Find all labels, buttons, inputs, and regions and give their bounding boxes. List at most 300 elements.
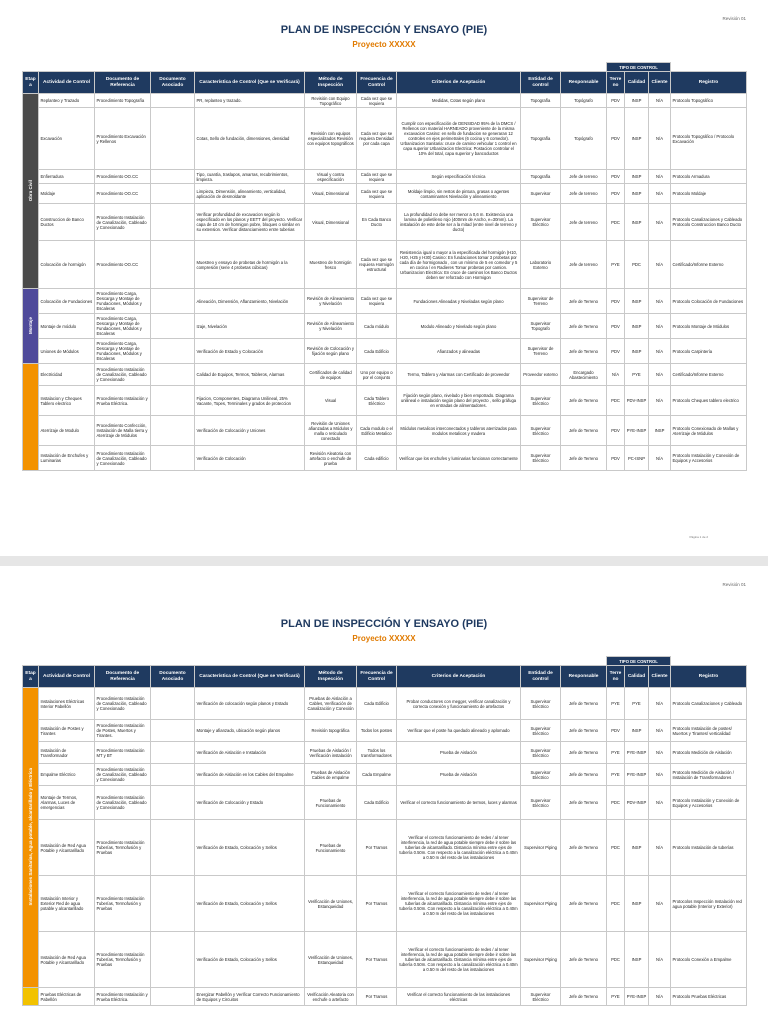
cell-documento-referencia: Procedimiento Carga, Descarga y Montaje de Fundaciones, Módulos y Escaleras — [95, 314, 151, 339]
cell-actividad: Excavación — [39, 108, 95, 170]
cell-calidad: INSP — [625, 876, 649, 932]
cell-documento-asociado — [151, 742, 195, 764]
header-spacer — [195, 63, 305, 72]
cell-cliente: N/A — [649, 289, 671, 314]
cell-caracteristica: Verificación de Colocación y Uniones — [195, 416, 305, 446]
cell-calidad: INSP — [625, 108, 649, 170]
cell-frecuencia: Cada módulo — [357, 314, 397, 339]
cell-documento-referencia: Procedimiento Carga, Descarga y Montaje de Fundaciones, Módulos y Escaleras — [95, 339, 151, 364]
cell-criterios: Verificar el correcto funcionamiento de redes / al tener interferencia, la red de agua potable siempre debe ir sobre las tuberías de alcantarillado. Distancia mínima entre ejes de tubería 0.50m. Con respecto a la canalización eléctrica a 0.40m a 0.50 m del resto de las instalaciones — [397, 932, 521, 988]
cell-frecuencia: Todos los transformadores — [357, 742, 397, 764]
cell-calidad: INSP — [625, 720, 649, 742]
cell-metodo: Pruebas de Funcionamiento — [305, 820, 357, 876]
cell-terreno: PDV — [607, 314, 625, 339]
cell-cliente: N/A — [649, 241, 671, 289]
cell-actividad: Montaje de módulo — [39, 314, 95, 339]
cell-frecuencia: Por Tramos — [357, 988, 397, 1006]
cell-actividad: Pruebas Eléctricas de Pabellón — [39, 988, 95, 1006]
col-header-criterios: Criterios de Aceptación — [397, 666, 521, 688]
cell-responsable: Topógrafo — [561, 94, 607, 108]
cell-metodo: Verificación Aleatoria con enchufe o artefacto — [305, 988, 357, 1006]
cell-documento-referencia: Procedimiento Instalación de Postes, Muertos y Tirantes. — [95, 720, 151, 742]
cell-documento-referencia: Procedimiento Instalación Tuberías, Termofusión y Pruebas — [95, 932, 151, 988]
cell-registro: Protocolo Pruebas Eléctricas — [671, 988, 747, 1006]
cell-metodo: Muestreo de hormigón fresco — [305, 241, 357, 289]
cell-responsable: Jefe de Terreno — [561, 764, 607, 786]
cell-calidad: PDV-INSP — [625, 386, 649, 416]
cell-caracteristica: PR, replanteo y trazado. — [195, 94, 305, 108]
cell-responsable: Jefe de Terreno — [561, 988, 607, 1006]
cell-documento-referencia: Procedimiento Instalación de Canalización, Cableado y Conexionado — [95, 364, 151, 386]
column-header-row — [23, 666, 747, 688]
col-header-documento-asociado: Documento Asociado — [151, 666, 195, 688]
stage-label: Montaje — [28, 316, 33, 334]
cell-actividad: Colocación de hormigón — [39, 241, 95, 289]
cell-actividad: Instalación de Red Agua Potable y Alcantarillado — [39, 932, 95, 988]
col-header-registro: Registro — [671, 72, 747, 94]
cell-metodo: Revisión de Alineamiento y Nivelación — [305, 289, 357, 314]
col-header-metodo: Método de Inspección — [305, 666, 357, 688]
stage-cell — [23, 364, 39, 471]
cell-entidad: Supervisor de Terreno — [521, 339, 561, 364]
table-row — [23, 742, 747, 764]
cell-terreno: PDC — [607, 932, 625, 988]
cell-calidad: INSP — [625, 932, 649, 988]
cell-cliente: N/A — [649, 94, 671, 108]
header-spacer — [521, 63, 561, 72]
cell-responsable: Jefe de Terreno — [561, 386, 607, 416]
cell-responsable: Jefe de Terreno — [561, 314, 607, 339]
cell-documento-asociado — [151, 364, 195, 386]
cell-responsable: Jefe de terreno — [561, 170, 607, 184]
cell-entidad: Supervisor Eléctrico — [521, 988, 561, 1006]
cell-calidad: PDC — [625, 241, 649, 289]
col-header-caracteristica: Característica de Control (Que se Verificará) — [195, 666, 305, 688]
cell-terreno: PDC — [607, 786, 625, 820]
cell-frecuencia: Cada Edificio — [357, 339, 397, 364]
cell-frecuencia: Todos los postes — [357, 720, 397, 742]
cell-cliente: N/A — [649, 876, 671, 932]
cell-documento-asociado — [151, 289, 195, 314]
header-spacer — [151, 657, 195, 666]
cell-cliente: N/A — [649, 688, 671, 720]
inspection-table-1 — [22, 62, 747, 471]
cell-actividad: Aterrizaje de Modulo — [39, 416, 95, 446]
header-spacer — [397, 63, 521, 72]
cell-metodo: Revisión de Colocación y fijación según plano — [305, 339, 357, 364]
cell-frecuencia: Cada Empalme — [357, 764, 397, 786]
cell-calidad: PYE — [625, 364, 649, 386]
cell-documento-asociado — [151, 932, 195, 988]
cell-criterios: Resistencia igual o mayor a la especificada del hormigón (H10, H20, H25 y H30) Casino: En fundaciones tomar 3 probetas por cada día de hormigonado , con un mínimo de 5 en comedor y 5 en cocina / en Radieres Tomar probetas por camion. Urbanizacion Electrica: En cruce de caminos los Banco Ductos deben ser reforzado con Hormigon — [397, 241, 521, 289]
revision-label: Revisión 01 — [722, 582, 746, 587]
cell-terreno: PDV — [607, 94, 625, 108]
table-row — [23, 339, 747, 364]
cell-caracteristica: Verificación de Estado y Colocación — [195, 339, 305, 364]
cell-registro: Protocolo Carpintería — [671, 339, 747, 364]
cell-documento-asociado — [151, 108, 195, 170]
col-header-actividad: Actividad de Control — [39, 666, 95, 688]
cell-metodo: Certificados de calidad de equipos — [305, 364, 357, 386]
col-header-calidad: Calidad — [625, 72, 649, 94]
cell-documento-referencia: Procedimiento Confección, Instalación de Malla tierra y Aterrizaje de Módulos — [95, 416, 151, 446]
cell-frecuencia: Cada modulo o el Edificio Metalico — [357, 416, 397, 446]
cell-calidad: INSP — [625, 289, 649, 314]
cell-documento-asociado — [151, 241, 195, 289]
cell-criterios: Medidas, Cotas según plano — [397, 94, 521, 108]
cell-caracteristica: Verificación de Aislación en los Cables del Empalme — [195, 764, 305, 786]
header-spacer — [357, 63, 397, 72]
cell-frecuencia: Cada vez que se requiera Densidad por cada capa — [357, 108, 397, 170]
cell-documento-asociado — [151, 446, 195, 471]
cell-entidad: Topografía — [521, 94, 561, 108]
document-title: PLAN DE INSPECCIÓN Y ENSAYO (PIE) — [280, 618, 488, 630]
col-header-documento-referencia: Documento de Referencia — [95, 72, 151, 94]
cell-frecuencia: Por Tramos — [357, 876, 397, 932]
cell-terreno: PDC — [607, 386, 625, 416]
cell-registro: Protocolo Canalizaciones y Cableado — [671, 688, 747, 720]
cell-registro: Certificado/Informe Externo — [671, 241, 747, 289]
cell-documento-referencia: Procedimiento Instalación de Canalización, Cableado y Conexionado — [95, 204, 151, 241]
cell-terreno: PDV — [607, 446, 625, 471]
cell-metodo: Revisión con equipos especializados Revisión con equipos topográficos — [305, 108, 357, 170]
cell-terreno: PDV — [607, 339, 625, 364]
col-header-cliente: Cliente — [649, 72, 671, 94]
cell-actividad: Instalación de Red Agua Potable y Alcantarillado — [39, 820, 95, 876]
header-spacer — [357, 657, 397, 666]
cell-cliente: N/A — [649, 932, 671, 988]
cell-terreno: PYE — [607, 764, 625, 786]
cell-actividad: Instalacion y Cheques Tablero electrico — [39, 386, 95, 416]
cell-registro: Protocolo Canalizaciones y Cableado Protocolo Construccion Banco Ducto — [671, 204, 747, 241]
table-row — [23, 386, 747, 416]
cell-terreno: PDV — [607, 720, 625, 742]
cell-entidad: Supervisor Eléctrico — [521, 204, 561, 241]
cell-entidad: Supervisor Eléctrico — [521, 446, 561, 471]
stage-cell — [23, 94, 39, 289]
stage-cell — [23, 688, 39, 988]
cell-calidad: PYE — [625, 688, 649, 720]
table-row — [23, 241, 747, 289]
revision-label: Revisión 01 — [722, 16, 746, 21]
header-spacer — [39, 657, 95, 666]
cell-actividad: Empalme Eléctrico — [39, 764, 95, 786]
cell-entidad: Supervisor Piping — [521, 932, 561, 988]
cell-actividad: Construccion de Banco Ductos — [39, 204, 95, 241]
table-row — [23, 988, 747, 1006]
cell-metodo: Verificación de Uniones, Estanqueidad — [305, 876, 357, 932]
col-header-terreno: Terreno — [607, 666, 625, 688]
project-name: Proyecto XXXXX — [352, 40, 416, 49]
table-row — [23, 108, 747, 170]
cell-documento-referencia: Procedimiento Instalación de Canalización, Cableado y Conexionado — [95, 446, 151, 471]
cell-caracteristica: Verificar profundidad de excavacion según lo especificado en los planos y EETT del proyecto. Verificar capa de 10 cm de hormigon pobre, bloques o similar en su extension. Verificar distanciamiento entre tuberias — [195, 204, 305, 241]
cell-cliente: N/A — [649, 364, 671, 386]
cell-caracteristica: Alineación, Dimensión, Aflanzamiento, Nivelación — [195, 289, 305, 314]
cell-terreno: PDC — [607, 820, 625, 876]
cell-metodo: Visual y contra especificación — [305, 170, 357, 184]
header-spacer — [95, 63, 151, 72]
cell-documento-referencia: Procedimiento Instalación y Prueba Eléctrica. — [95, 386, 151, 416]
cell-frecuencia: Por Tramos — [357, 820, 397, 876]
cell-registro: Protocolo Conexionado de Mallas y Aterrizaje de Módulos — [671, 416, 747, 446]
table-row — [23, 170, 747, 184]
col-header-criterios: Criterios de Aceptación — [397, 72, 521, 94]
tipo-control-row — [23, 63, 747, 72]
cell-responsable: Jefe de terreno — [561, 184, 607, 204]
document-title: PLAN DE INSPECCIÓN Y ENSAYO (PIE) — [280, 24, 488, 36]
cell-metodo: Revisión topográfica — [305, 720, 357, 742]
cell-calidad: INSP — [625, 94, 649, 108]
cell-criterios: Fijación según plano, nivelado y bien empotrado. Diagrama unilineal e instalación según plano del proyecto , sello gráfuga en entradas de alimentadores. — [397, 386, 521, 416]
cell-documento-referencia: Procedimiento Instalación de Canalización, Cableado y Conexionado — [95, 764, 151, 786]
cell-metodo: Revisión de Uniones afianzadas a Módulos y malla o reticulado conectado — [305, 416, 357, 446]
cell-registro: Protocolo Topográfico / Protocolo Excavación — [671, 108, 747, 170]
cell-actividad: Instalación de Transformador — [39, 742, 95, 764]
cell-calidad: INSP — [625, 184, 649, 204]
col-header-cliente: Cliente — [649, 666, 671, 688]
col-header-responsable: Responsable — [561, 666, 607, 688]
cell-metodo: Revisión de Alineamiento y Nivelación — [305, 314, 357, 339]
table-row — [23, 416, 747, 446]
cell-cliente: N/A — [649, 786, 671, 820]
cell-actividad: Moldaje — [39, 184, 95, 204]
cell-cliente: N/A — [649, 184, 671, 204]
col-header-entidad: Entidad de control — [521, 666, 561, 688]
cell-metodo: Pruebas de Funcionamiento — [305, 786, 357, 820]
table-row — [23, 94, 747, 108]
cell-metodo: Pruebas de Aislación Cables de empalme — [305, 764, 357, 786]
cell-metodo: Verificación de Uniones, Estanqueidad — [305, 932, 357, 988]
cell-metodo: Pruebas de Aislación a Cables, Verificación de Canalización y Conexión — [305, 688, 357, 720]
cell-entidad: Supervisor Eléctrico — [521, 416, 561, 446]
cell-criterios: Fundaciones Alineadas y Niveladas según plano — [397, 289, 521, 314]
tipo-control-row — [23, 657, 747, 666]
cell-criterios: Verificar el correcto funcionamiento de las instalaciones eléctricas — [397, 988, 521, 1006]
cell-responsable: Encargado Abastecimiento — [561, 364, 607, 386]
col-header-frecuencia: Frecuencia de Control — [357, 666, 397, 688]
cell-entidad: Proveedor externo — [521, 364, 561, 386]
cell-criterios: Cumplir con especificación de DENSIDAD 95% de la DMCS / Rellenos con material HARNEADO proveniente de la misma excavacion Casino: en sello de fundacion se generaran 12 controles en ejes perimetrales (6 cocina y 6 comedor). Urbanizacion Sanitaria: cruce de camino vehicular 1 control en capa superior Urbanizacion Electrica: Postacion controlar el 10% del total, capa superior y bancoductos — [397, 108, 521, 170]
cell-caracteristica: Verificación de Colocación — [195, 446, 305, 471]
cell-terreno: PDV — [607, 416, 625, 446]
cell-registro: Protocolo Armadura — [671, 170, 747, 184]
table-row — [23, 364, 747, 386]
cell-documento-referencia: Procedimiento Instalación de Canalización, Cableado y Conexionado — [95, 688, 151, 720]
table-row — [23, 932, 747, 988]
cell-entidad: Supervisor Eléctrico — [521, 742, 561, 764]
project-name: Proyecto XXXXX — [352, 634, 416, 643]
cell-documento-referencia: Procedimiento Topografía — [95, 94, 151, 108]
header-spacer — [195, 657, 305, 666]
cell-registro: Protocolo Medición de Aislación / Instalación de Transformadores — [671, 764, 747, 786]
cell-terreno: PYE — [607, 988, 625, 1006]
cell-responsable: Jefe de Terreno — [561, 720, 607, 742]
cell-cliente: N/A — [649, 108, 671, 170]
cell-calidad: INSP — [625, 204, 649, 241]
cell-terreno: PDV — [607, 184, 625, 204]
col-header-terreno: Terreno — [607, 72, 625, 94]
cell-responsable: Jefe de Terreno — [561, 932, 607, 988]
cell-cliente: N/A — [649, 170, 671, 184]
header-spacer — [305, 63, 357, 72]
cell-calidad: PDV-INSP — [625, 786, 649, 820]
cell-documento-asociado — [151, 720, 195, 742]
cell-documento-referencia: Procedimiento Instalación y Prueba Eléctrica. — [95, 988, 151, 1006]
cell-frecuencia: Cada vez que se requiera — [357, 94, 397, 108]
cell-caracteristica: Verificación de colocación según planos y Estado — [195, 688, 305, 720]
stage-label: Instalaciones Sanitarias, Agua potable, alcantarillado y Eléctrica — [28, 768, 33, 906]
table-row — [23, 204, 747, 241]
cell-calidad: INSP — [625, 170, 649, 184]
cell-calidad: PYE-INSP — [625, 742, 649, 764]
cell-criterios: Verificar el correcto funcionamiento de redes / al tener interferencia, la red de agua potable siempre debe ir sobre las tuberías de alcantarillado. Distancia mínima entre ejes de tubería 0.50m. Con respecto a la canalización eléctrica a 0.40m a 0.50 m del resto de las instalaciones — [397, 876, 521, 932]
table-row — [23, 820, 747, 876]
cell-entidad: Supervisor — [521, 184, 561, 204]
cell-frecuencia: Uno por equipo o por el conjunto — [357, 364, 397, 386]
cell-criterios: Moldaje limpio, sin restos de pintura, grasas o agentes contaminantes Nivelación y alineamiento — [397, 184, 521, 204]
col-header-entidad: Entidad de control — [521, 72, 561, 94]
cell-responsable: Jefe de Terreno — [561, 289, 607, 314]
cell-responsable: Jefe de Terreno — [561, 339, 607, 364]
cell-registro: Protocolo Instalación y Conexión de Equipos y Accesorios — [671, 786, 747, 820]
cell-responsable: Jefe de Terreno — [561, 820, 607, 876]
cell-frecuencia: Cada edificio — [357, 446, 397, 471]
header-spacer — [671, 657, 747, 666]
cell-entidad: Supervisor Topografo — [521, 314, 561, 339]
cell-criterios: Termo, Tablero y Alarmas con Certificado de proveedor — [397, 364, 521, 386]
cell-cliente: N/A — [649, 446, 671, 471]
cell-registro: Protocolo Cheques tablero electrico — [671, 386, 747, 416]
col-header-caracteristica: Característica de Control (Que se Verificará) — [195, 72, 305, 94]
col-header-etapa: Etapa — [23, 666, 39, 688]
table-row — [23, 184, 747, 204]
cell-criterios: La profundidad no debe ser menor a 0,6 m. Existencia una lamina de polietileno rojo (400mm de Ancho, e=30mm). La instalación de este debe ser a la mitad (entre nivel de terreno y ducto) — [397, 204, 521, 241]
col-header-frecuencia: Frecuencia de Control — [357, 72, 397, 94]
cell-caracteristica: Montaje y afianzado, ubicación según planos — [195, 720, 305, 742]
cell-cliente: N/A — [649, 314, 671, 339]
cell-documento-asociado — [151, 786, 195, 820]
cell-criterios: Afianzados y alineadas — [397, 339, 521, 364]
cell-frecuencia: En Cada Banco Ducto — [357, 204, 397, 241]
cell-responsable: Jefe de Terreno — [561, 742, 607, 764]
cell-documento-asociado — [151, 416, 195, 446]
cell-metodo: Revisión con Equipo Topográfico — [305, 94, 357, 108]
cell-metodo: Pruebas de Aislación / Verificación instalación — [305, 742, 357, 764]
cell-registro: Protocolo Medición de Aislación — [671, 742, 747, 764]
cell-cliente: N/A — [649, 386, 671, 416]
cell-documento-asociado — [151, 170, 195, 184]
cell-calidad: INSP — [625, 314, 649, 339]
cell-terreno: PDV — [607, 289, 625, 314]
cell-entidad: Supervisor Piping — [521, 820, 561, 876]
cell-metodo: Revisión Aleatoria con artefacto o enchufe de prueba — [305, 446, 357, 471]
cell-terreno: PYE — [607, 688, 625, 720]
cell-frecuencia: Cada vez que se requiera — [357, 184, 397, 204]
table-row — [23, 764, 747, 786]
table-row — [23, 786, 747, 820]
cell-frecuencia: Cada Tablero Eléctrico — [357, 386, 397, 416]
cell-documento-asociado — [151, 184, 195, 204]
cell-caracteristica: Verificación de Colocación y Estado — [195, 786, 305, 820]
cell-documento-asociado — [151, 386, 195, 416]
cell-terreno: PDV — [607, 170, 625, 184]
cell-calidad: PYE-INSP — [625, 988, 649, 1006]
cell-entidad: Supervisor de Terreno — [521, 289, 561, 314]
col-header-calidad: Calidad — [625, 666, 649, 688]
cell-registro: Protocolo Montaje de Módulos — [671, 314, 747, 339]
cell-terreno: PYE — [607, 742, 625, 764]
cell-documento-referencia: Procedimiento Instalación MT y BT — [95, 742, 151, 764]
cell-responsable: Jefe de Terreno — [561, 876, 607, 932]
cell-registro: Protocolo Instalación de tuberías — [671, 820, 747, 876]
table-row — [23, 720, 747, 742]
table-row — [23, 314, 747, 339]
cell-responsable: Jefe de terreno — [561, 241, 607, 289]
cell-cliente: N/A — [649, 742, 671, 764]
cell-documento-referencia: Procedimiento Instalación Tuberías, Termofusión y Pruebas — [95, 820, 151, 876]
cell-actividad: Montaje de Termos, Alarmas, Luces de emergencias — [39, 786, 95, 820]
cell-documento-referencia: Procedimiento OO.CC — [95, 241, 151, 289]
cell-entidad: Supervisor Eléctrico — [521, 786, 561, 820]
table-row — [23, 876, 747, 932]
cell-documento-referencia: Procedimiento OO.CC — [95, 184, 151, 204]
cell-criterios: Verificar el correcto funcionamiento de termos, luces y alarmas — [397, 786, 521, 820]
header-spacer — [397, 657, 521, 666]
cell-criterios: Modulo Alineado y Nivelado según plano — [397, 314, 521, 339]
cell-frecuencia: Cada Edificio — [357, 786, 397, 820]
cell-cliente: N/A — [649, 988, 671, 1006]
document-page-2 — [0, 566, 768, 1024]
cell-caracteristica: Cotas, Sello de fundación, dimensiones, densidad — [195, 108, 305, 170]
cell-metodo: Visual, Dimensional — [305, 184, 357, 204]
cell-criterios: Probar conductores con megger, verificar canalización y correcta conexión y funcionamiento de artefactos — [397, 688, 521, 720]
cell-entidad: Topografía — [521, 108, 561, 170]
stage-label: Obra Civil — [28, 179, 33, 202]
cell-frecuencia: Cada vez que se requiera — [357, 289, 397, 314]
cell-metodo: Visual, Dimensional — [305, 204, 357, 241]
header-spacer — [23, 657, 39, 666]
header-spacer — [23, 63, 39, 72]
cell-calidad: PC-ISNP — [625, 446, 649, 471]
header-spacer — [561, 657, 607, 666]
cell-entidad: Topografía — [521, 170, 561, 184]
cell-caracteristica: Verificación de Estado, Colocación y Sellos — [195, 820, 305, 876]
cell-registro: Protocolo Instalación de postes/ Muertos y Tirantes/ verticalidad — [671, 720, 747, 742]
stage-cell — [23, 988, 39, 1006]
cell-entidad: Supervisor Piping — [521, 876, 561, 932]
cell-caracteristica: Muestreo y ensayo de probetas de hormigón a la compresión (serie 4 probetas cúbicas) — [195, 241, 305, 289]
cell-entidad: Supervisor Eléctrico — [521, 386, 561, 416]
cell-calidad: PYE-INSP — [625, 416, 649, 446]
header-spacer — [305, 657, 357, 666]
header-spacer — [561, 63, 607, 72]
cell-criterios: Verificar el correcto funcionamiento de redes / al tener interferencia, la red de agua potable siempre debe ir sobre las tuberías de alcantarillado. Distancia mínima entre ejes de tubería 0.50m. Con respecto a la canalización eléctrica a 0.40m a 0.50 m del resto de las instalaciones — [397, 820, 521, 876]
cell-documento-referencia: Procedimiento OO.CC — [95, 170, 151, 184]
cell-actividad: Uniones de Módulos — [39, 339, 95, 364]
col-header-actividad: Actividad de Control — [39, 72, 95, 94]
cell-criterios: Módulos metalicos interconectados y tableros aterrizados para modulos metalicos y madera — [397, 416, 521, 446]
cell-cliente: INSP — [649, 416, 671, 446]
cell-documento-referencia: Procedimiento Excavación y Rellenos — [95, 108, 151, 170]
col-header-metodo: Método de Inspección — [305, 72, 357, 94]
col-header-responsable: Responsable — [561, 72, 607, 94]
cell-actividad: Instalaciones Eléctricas Interior Pabellón — [39, 688, 95, 720]
cell-terreno: PYE — [607, 241, 625, 289]
cell-entidad: Supervisor Eléctrico — [521, 764, 561, 786]
col-header-documento-asociado: Documento Asociado — [151, 72, 195, 94]
cell-criterios: Prueba de Aislación — [397, 742, 521, 764]
